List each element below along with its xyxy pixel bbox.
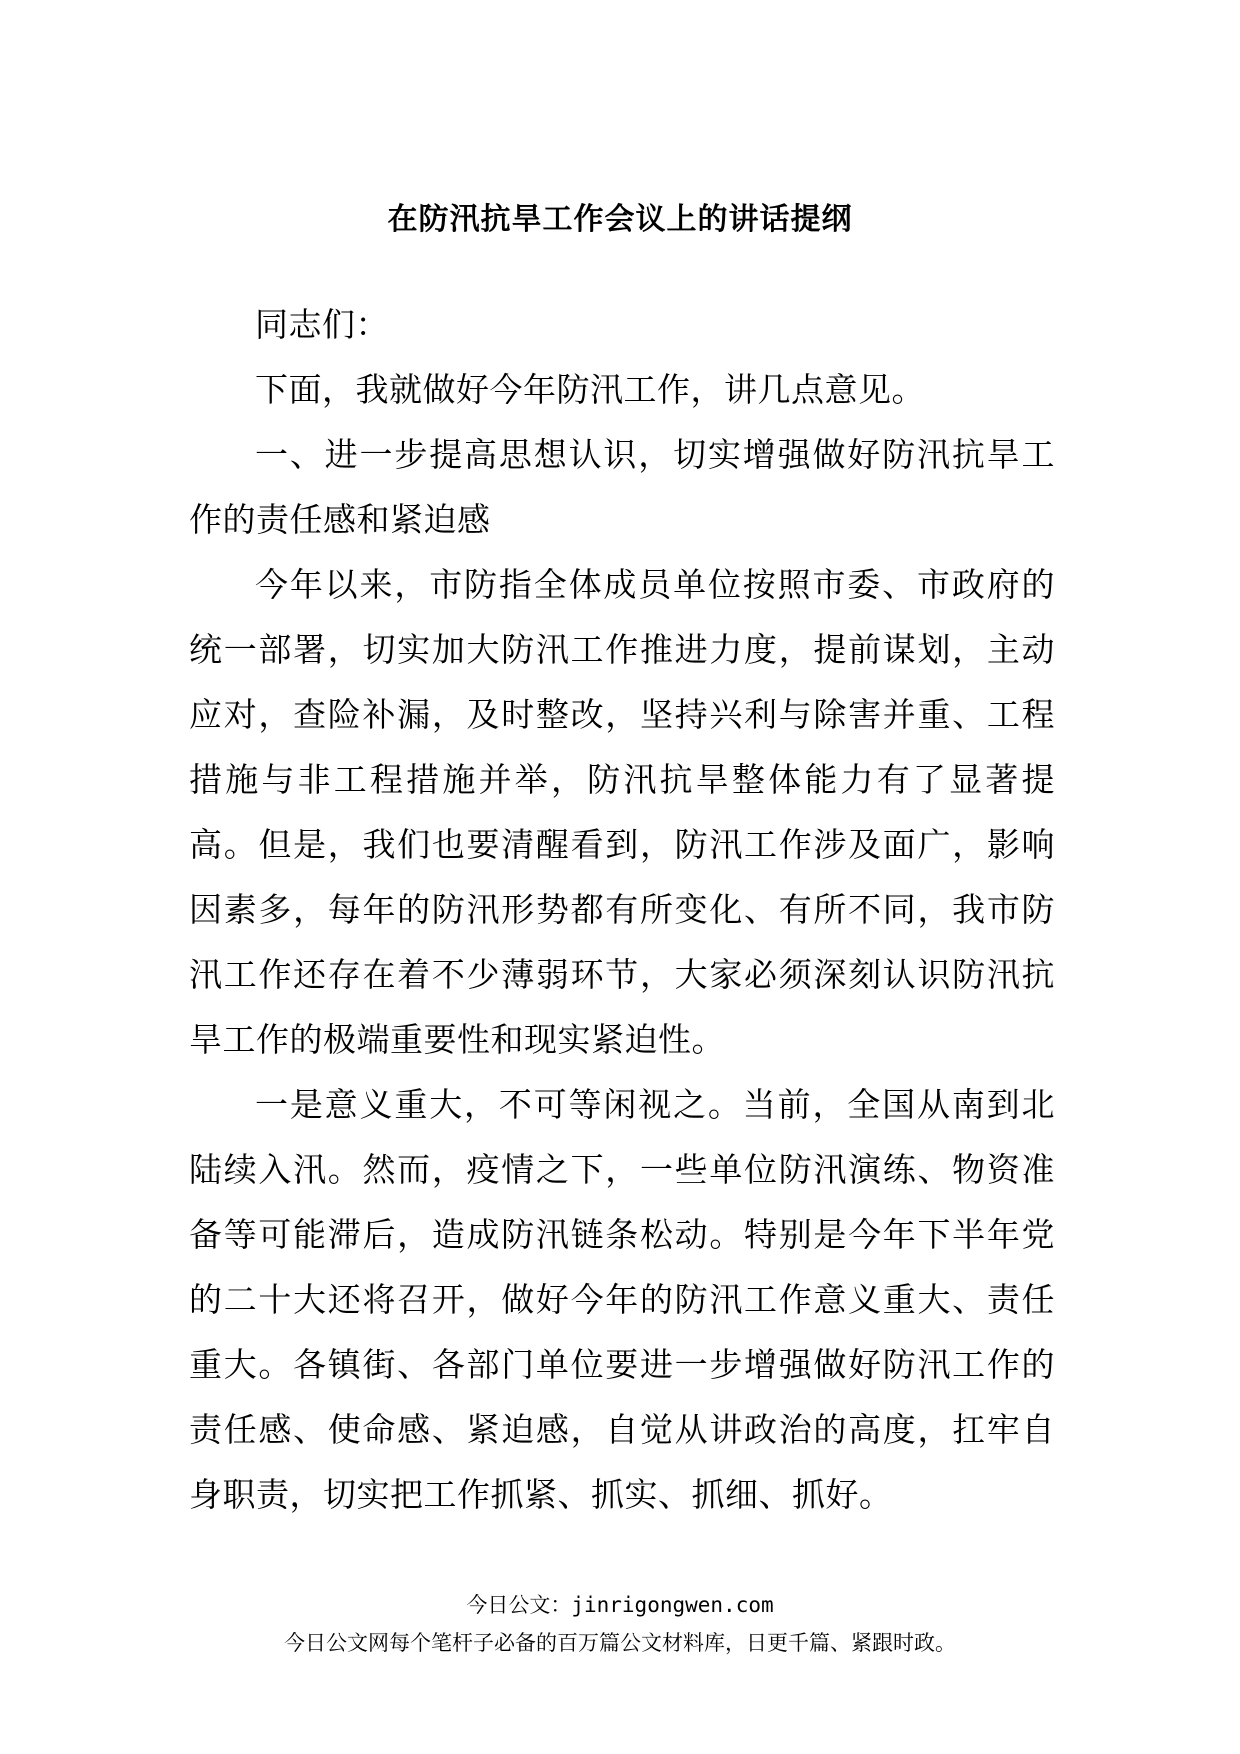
section-heading-1: 一、进一步提高思想认识，切实增强做好防汛抗旱工作的责任感和紧迫感	[189, 435, 1055, 539]
footer-source	[0, 1590, 1240, 1620]
document-body	[189, 292, 1055, 1527]
document-title: 在防汛抗旱工作会议上的讲话提纲	[387, 202, 853, 237]
footer-site-url[interactable]: jinrigongwen.com	[571, 1593, 774, 1617]
body-paragraph: 今年以来，市防指全体成员单位按照市委、市政府的统一部署，切实加大防汛工作推进力度，提前谋划，主动应对，查险补漏，及时整改，坚持兴利与除害并重、工程措施与非工程措施并举，防汛抗旱整体能力有了显著提高。但是，我们也要清醒看到，防汛工作涉及面广，影响因素多，每年的防汛形势都有所变化、有所不同，我市防汛工作还存在着不少薄弱环节，大家必须深刻认识防汛抗旱工作的极端重要性和现实紧迫性。	[189, 565, 1055, 1059]
footer-tagline: 今日公文网每个笔杆子必备的百万篇公文材料库，日更千篇、紧跟时政。	[284, 1631, 956, 1655]
body-paragraph: 一是意义重大，不可等闲视之。当前，全国从南到北陆续入汛。然而，疫情之下，一些单位防汛演练、物资准备等可能滞后，造成防汛链条松动。特别是今年下半年党的二十大还将召开，做好今年的防汛工作意义重大、责任重大。各镇街、各部门单位要进一步增强做好防汛工作的责任感、使命感、紧迫感，自觉从讲政治的高度，扛牢自身职责，切实把工作抓紧、抓实、抓细、抓好。	[189, 1085, 1055, 1514]
salutation: 同志们：	[255, 305, 389, 344]
footer-site-label: 今日公文：	[466, 1593, 572, 1617]
intro-paragraph: 下面，我就做好今年防汛工作，讲几点意见。	[255, 370, 925, 409]
